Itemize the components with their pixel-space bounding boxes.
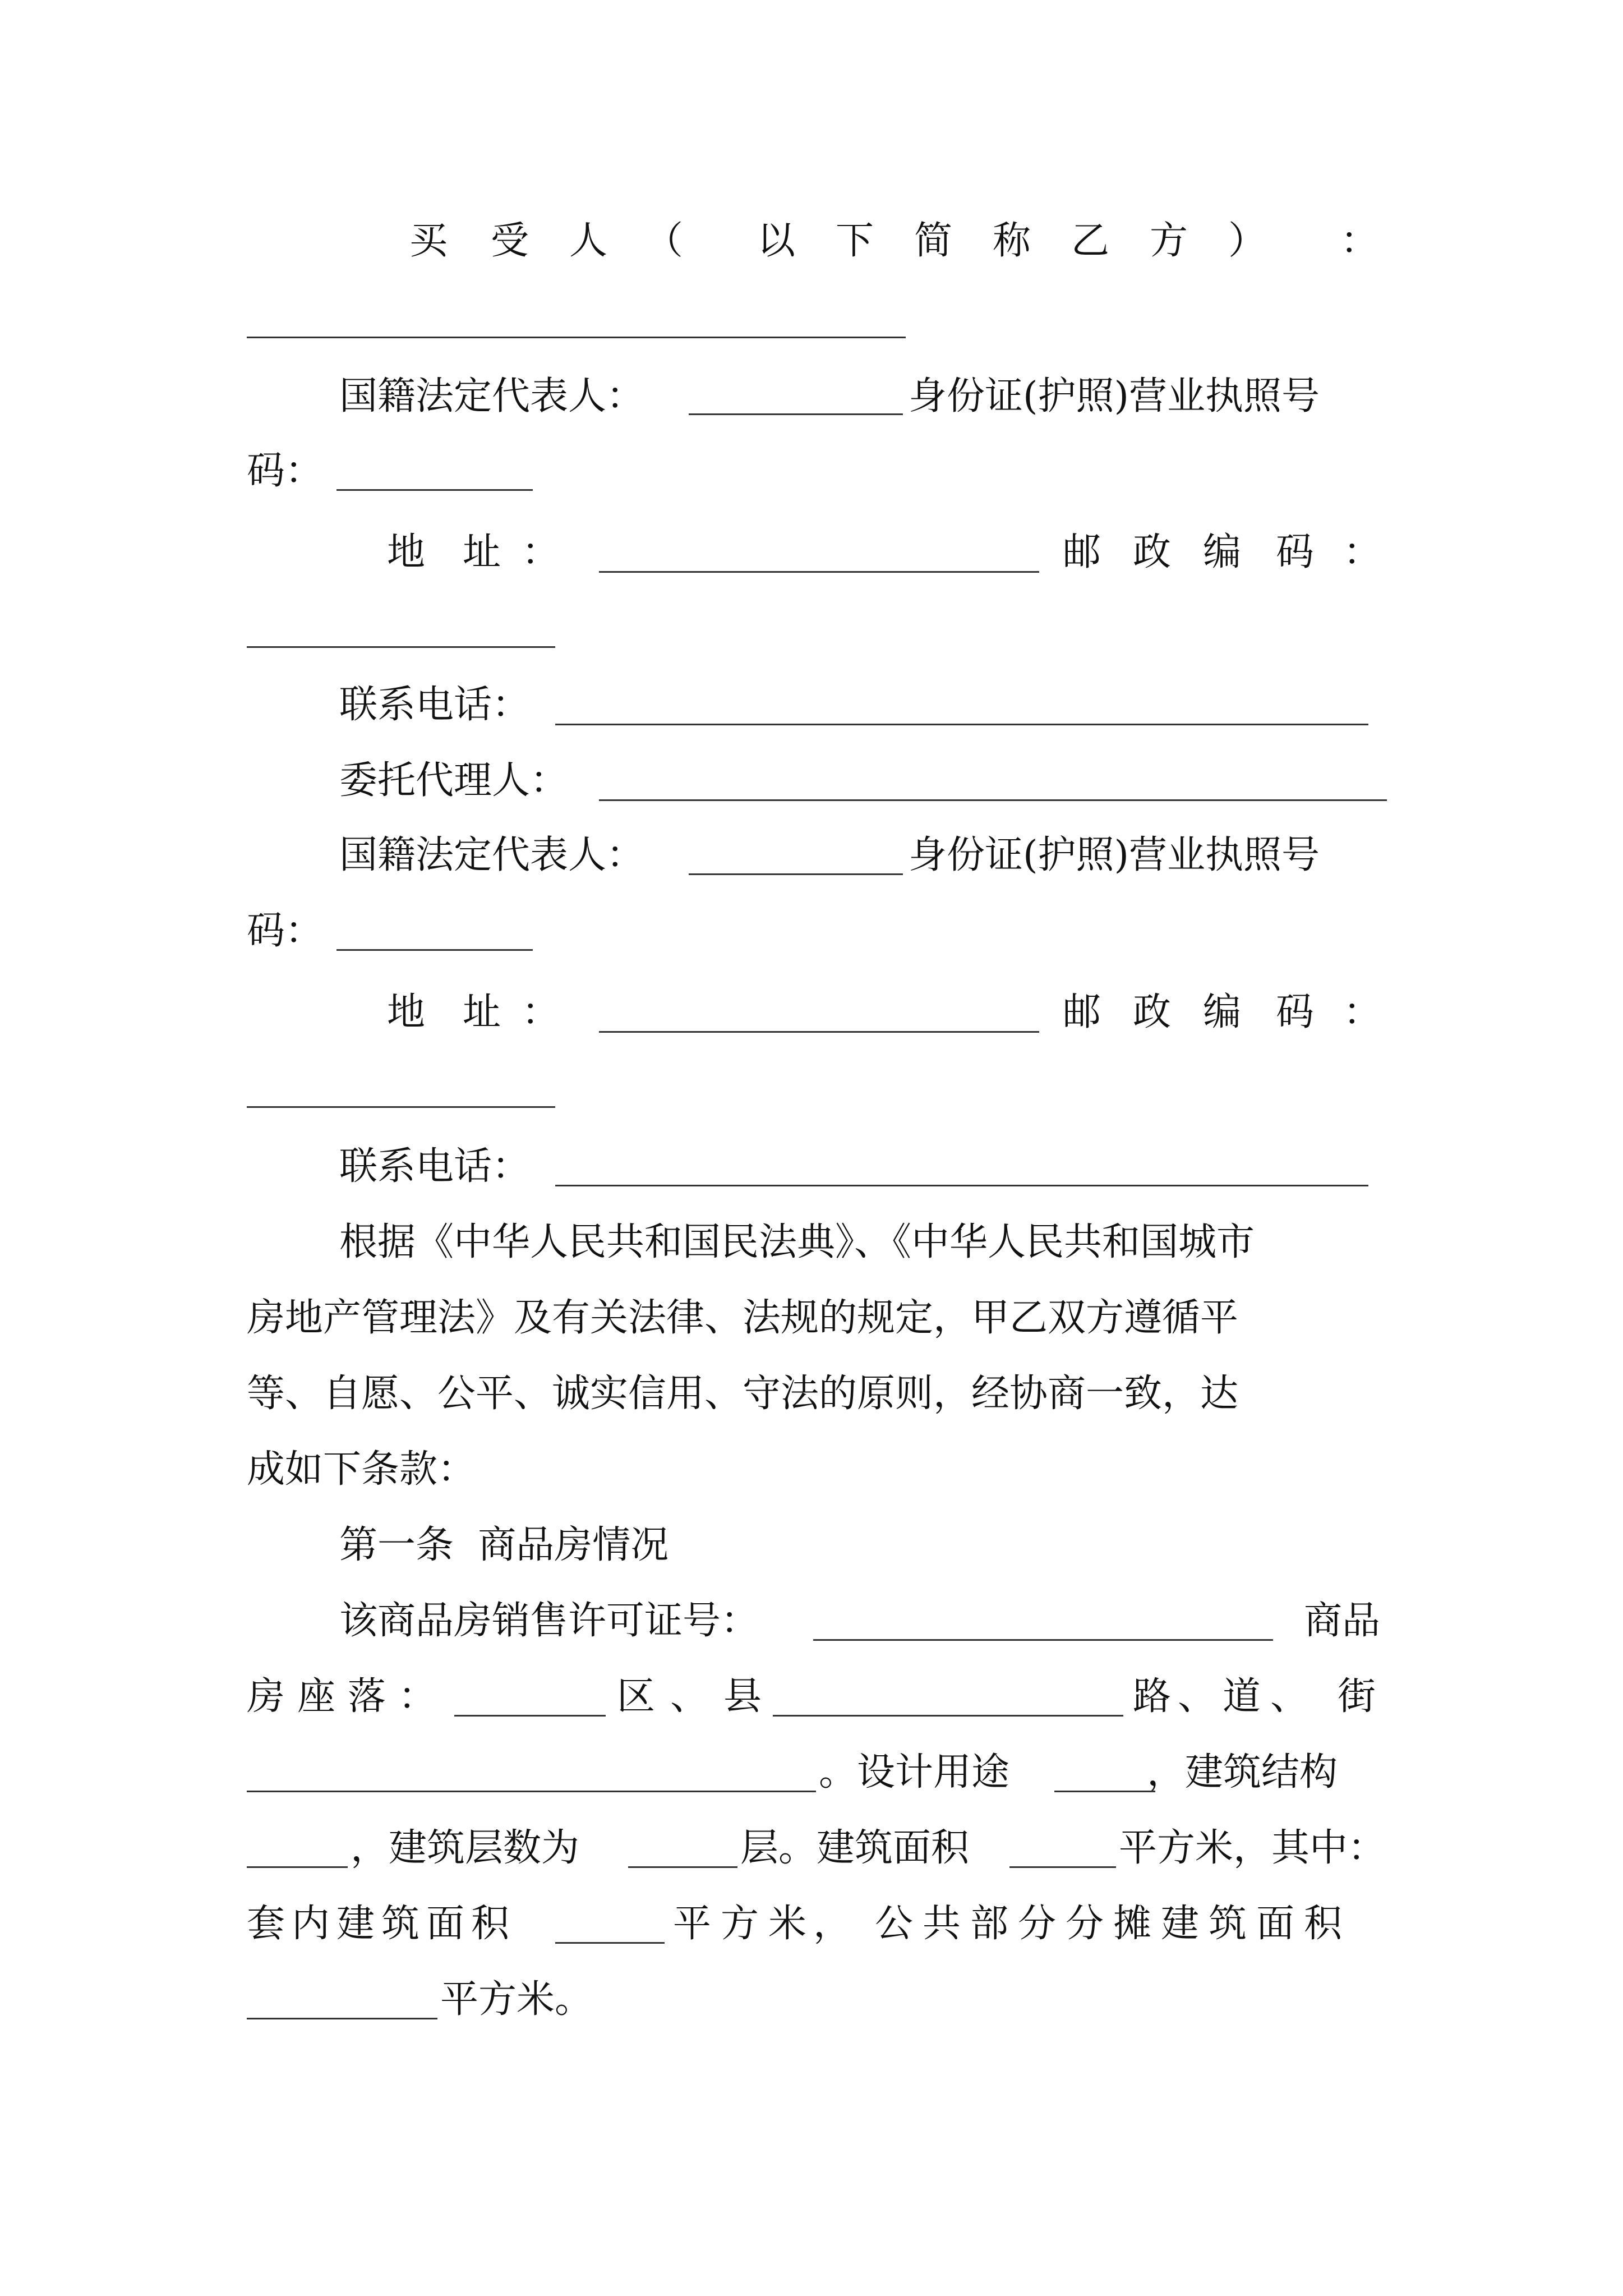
inner-char: 积 — [471, 1902, 510, 1946]
buyer-char: 乙 — [1071, 219, 1110, 263]
buyer-char: ： — [1340, 219, 1379, 263]
buyer-id-label: 身份证(护照)营业执照号 — [909, 374, 1320, 418]
inner-area-line — [0, 1899, 1623, 1949]
preamble-line-2 — [0, 1293, 1623, 1343]
address-char: 址 — [463, 530, 501, 574]
postcode-char: 码 — [1276, 990, 1315, 1034]
structure-blank[interactable] — [247, 1866, 348, 1868]
postcode-char: 政 — [1133, 530, 1172, 574]
address-char: 地 — [387, 990, 426, 1034]
buyer-char: 下 — [836, 219, 874, 263]
postcode-char: 编 — [1203, 990, 1242, 1034]
address-char: ： — [522, 530, 560, 574]
buyer-char: （ — [645, 219, 684, 263]
sqm-qizhong: 平方米，其中： — [1119, 1826, 1386, 1870]
agent-phone-blank[interactable] — [555, 1185, 1368, 1186]
location-char: ： — [398, 1674, 437, 1719]
preamble-text: 根据《中华人民共和国民法典》、《中华人民共和国城市 — [339, 1220, 1255, 1264]
shared-char: 分 — [1066, 1902, 1104, 1946]
road-char: 、 — [1270, 1674, 1309, 1719]
buyer-char: 受 — [491, 219, 529, 263]
shared-char: 建 — [1161, 1902, 1200, 1946]
location-char: 座 — [297, 1674, 336, 1719]
agent-address-blank[interactable] — [599, 1031, 1039, 1033]
location-char: 落 — [348, 1674, 386, 1719]
buyer-name-blank[interactable] — [247, 337, 906, 338]
shared-char: ， — [813, 1902, 852, 1946]
buyer-phone-blank[interactable] — [555, 724, 1368, 725]
agent-id-label-cont: 码： — [247, 909, 324, 953]
district-char: 、 — [670, 1674, 709, 1719]
inner-char: 筑 — [381, 1902, 420, 1946]
shared-char: 分 — [1018, 1902, 1057, 1946]
inner-char: 内 — [292, 1902, 330, 1946]
agent-label: 委托代理人： — [339, 758, 569, 803]
design-use-label: 。设计用途 — [819, 1750, 1010, 1795]
road-char: 路 — [1133, 1674, 1172, 1719]
shared-char: 公 — [875, 1902, 914, 1946]
final-sqm-text: 平方米。 — [440, 1977, 593, 2022]
buyer-id-line — [0, 446, 1623, 496]
buyer-char: 买 — [409, 219, 448, 263]
shangpin-text: 商品 — [1304, 1599, 1381, 1643]
shared-char: 面 — [1256, 1902, 1295, 1946]
preamble-line-1 — [0, 1217, 1623, 1268]
road-char: 、 — [1178, 1674, 1216, 1719]
shared-char: 共 — [923, 1902, 961, 1946]
shared-char: 摊 — [1113, 1902, 1152, 1946]
shared-area-blank[interactable] — [247, 2018, 437, 2019]
agent-blank[interactable] — [599, 799, 1387, 801]
buyer-rep-label: 国籍法定代表人： — [339, 374, 645, 418]
address-char: ： — [522, 990, 560, 1034]
preamble-line-4 — [0, 1444, 1623, 1495]
agent-id-blank[interactable] — [336, 949, 533, 951]
inner-char: 面 — [426, 1902, 465, 1946]
preamble-text: 成如下条款： — [247, 1447, 476, 1492]
road-char: 道 — [1223, 1674, 1261, 1719]
shared-char: 筑 — [1209, 1902, 1247, 1946]
permit-blank[interactable] — [813, 1639, 1273, 1641]
preamble-text: 等、自愿、公平、诚实信用、守法的原则，经协商一致，达 — [247, 1372, 1239, 1416]
agent-id-label: 身份证(护照)营业执照号 — [909, 833, 1320, 877]
buyer-rep-blank[interactable] — [689, 413, 903, 415]
design-use-blank[interactable] — [1054, 1791, 1155, 1792]
agent-line — [0, 756, 1623, 806]
agent-id-line — [0, 906, 1623, 956]
postcode-char: ： — [1343, 990, 1382, 1034]
buyer-heading — [0, 216, 1623, 266]
buyer-char: 人 — [569, 219, 608, 263]
buyer-address-line — [0, 527, 1623, 578]
shared-char: 方 — [721, 1902, 759, 1946]
inner-char: 套 — [247, 1902, 285, 1946]
permit-label: 该商品房销售许可证号： — [339, 1599, 759, 1643]
agent-address-line — [0, 987, 1623, 1038]
road-char: 街 — [1338, 1674, 1376, 1719]
article-heading-text: 第一条 商品房情况 — [339, 1523, 669, 1567]
inner-char: 建 — [336, 1902, 375, 1946]
shared-char: 积 — [1304, 1902, 1343, 1946]
buyer-address-blank[interactable] — [599, 571, 1039, 573]
buyer-phone-line — [0, 680, 1623, 730]
postcode-char: 政 — [1133, 990, 1172, 1034]
postcode-char: 邮 — [1063, 990, 1101, 1034]
floors-blank[interactable] — [628, 1866, 737, 1868]
permit-line — [0, 1596, 1623, 1646]
agent-postcode-blank[interactable] — [247, 1106, 555, 1108]
street-blank[interactable] — [247, 1791, 816, 1792]
floors-line — [0, 1823, 1623, 1874]
buyer-char: 方 — [1150, 219, 1188, 263]
postcode-char: 码 — [1276, 530, 1315, 574]
shared-char: 部 — [970, 1902, 1009, 1946]
agent-rep-blank[interactable] — [689, 873, 903, 875]
floors-unit: 层。建筑面积 — [740, 1826, 970, 1870]
road-blank[interactable] — [773, 1715, 1123, 1717]
postcode-char: 邮 — [1063, 530, 1101, 574]
floors-label: ，建筑层数为 — [351, 1826, 580, 1870]
buyer-char: 简 — [914, 219, 953, 263]
article-1-heading — [0, 1520, 1623, 1571]
district-char: 区 — [617, 1674, 656, 1719]
preamble-text: 房地产管理法》及有关法律、法规的规定，甲乙双方遵循平 — [247, 1296, 1239, 1340]
structure-label: ，建筑结构 — [1147, 1750, 1338, 1795]
shared-char: 米 — [768, 1902, 807, 1946]
buyer-char: ） — [1228, 219, 1267, 263]
shared-area-line — [0, 1975, 1623, 2025]
area-blank[interactable] — [1009, 1866, 1116, 1868]
buyer-id-blank[interactable] — [336, 489, 533, 491]
inner-area-blank[interactable] — [555, 1942, 665, 1944]
location-char: 房 — [247, 1674, 285, 1719]
buyer-postcode-blank[interactable] — [247, 646, 555, 648]
agent-rep-label: 国籍法定代表人： — [339, 833, 645, 877]
postcode-char: 编 — [1203, 530, 1242, 574]
agent-phone-label: 联系电话： — [339, 1144, 531, 1189]
buyer-id-label-cont: 码： — [247, 449, 324, 493]
postcode-char: ： — [1343, 530, 1382, 574]
buyer-char: 称 — [993, 219, 1031, 263]
district-blank[interactable] — [454, 1715, 606, 1717]
address-char: 址 — [463, 990, 501, 1034]
buyer-phone-label: 联系电话： — [339, 683, 531, 727]
buyer-char: 以 — [757, 219, 796, 263]
shared-char: 平 — [673, 1902, 712, 1946]
preamble-line-3 — [0, 1369, 1623, 1419]
address-char: 地 — [387, 530, 426, 574]
district-char: 县 — [723, 1674, 762, 1719]
